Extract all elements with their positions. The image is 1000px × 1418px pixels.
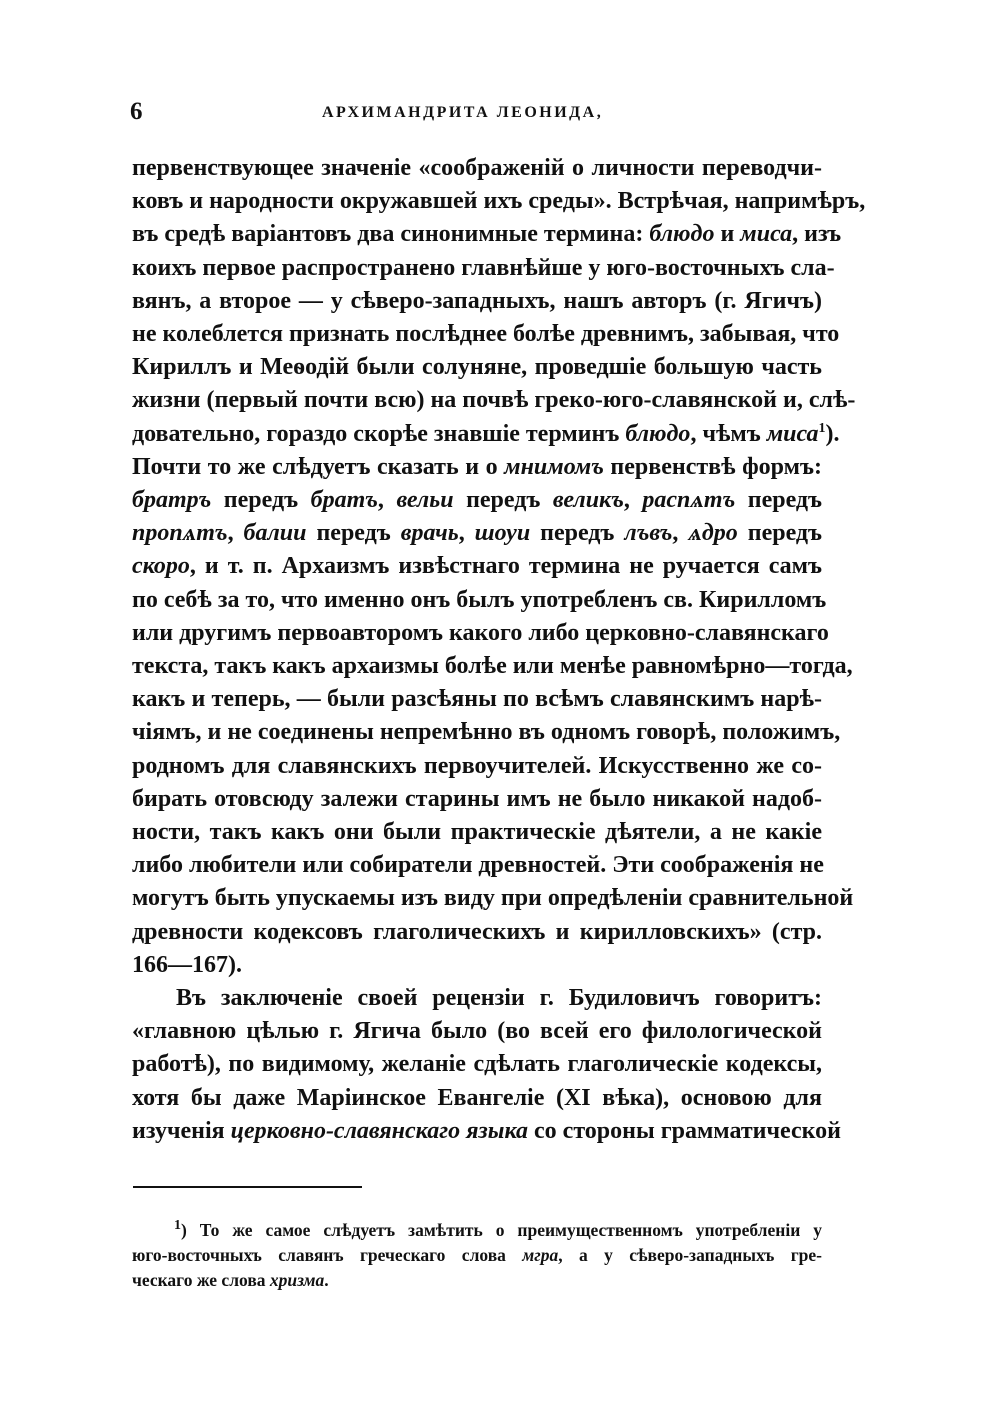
italic-term: лъвъ [624, 520, 673, 547]
italic-term: врачь [400, 520, 459, 547]
italic-term: миса [766, 420, 819, 447]
text-line: вянъ, а второе — у сѣверо-западныхъ, нашъ авторъ (г. Ягичъ) [132, 287, 822, 314]
text-line: родномъ для славянскихъ первоучителей. Искусственно же со- [132, 752, 822, 779]
italic-term: ѧдро [688, 520, 738, 547]
footnote-line: $^1$) То же самое слѣдуетъ замѣтить о преимущественномъ употребленіи у [174, 1218, 822, 1240]
text-line: Въ заключеніе своей рецензіи г. Будиловичъ говоритъ: [176, 985, 822, 1012]
text-line: пропѧтъ, балии передъ врачь, шоуи передъ лъвъ, ѧдро передъ [132, 520, 823, 547]
text-line: въ средѣ варіантовъ два синонимные термина: блюдо и миса, изъ [132, 221, 842, 248]
text-line: по себѣ за то, что именно онъ былъ употребленъ св. Кирилломъ [132, 586, 827, 613]
text-line: или другимъ первоавторомъ какого либо церковно-славянскаго [132, 619, 829, 646]
text-line: скоро, и т. п. Архаизмъ извѣстнаго термина не ручается самъ [132, 553, 822, 580]
text-line: ковъ и народности окружавшей ихъ среды». Встрѣчая, напримѣръ, [132, 188, 866, 215]
footnote-marker: 1 [174, 1218, 181, 1234]
text-line: изученія церковно-славянскаго языка со стороны грамматической [132, 1117, 841, 1144]
italic-term: миса [740, 221, 793, 248]
text-line: древности кодексовъ глаголическихъ и кирилловскихъ» (стр. [132, 918, 822, 945]
footnote-divider [133, 1186, 362, 1188]
italic-term: братръ [132, 487, 212, 514]
text-line: братръ передъ братъ, вельи передъ великъ, распѧтъ передъ [132, 487, 823, 514]
italic-term: хризма [269, 1270, 325, 1290]
footnote-line: ческаго же слова хризма. [132, 1270, 329, 1290]
text-line: первенствующее значеніе «соображеній о личности переводчи- [132, 155, 822, 181]
italic-term: скоро [132, 553, 190, 580]
italic-term: мгра [522, 1245, 559, 1265]
text-line: «главною цѣлью г. Ягича было (во всей его филологической [132, 1018, 822, 1045]
text-line: либо любители или собиратели древностей. Эти соображенія не [132, 852, 824, 879]
italic-term: великъ [552, 487, 624, 514]
main-text [132, 152, 866, 1148]
footnote-line: юго-восточныхъ славянъ греческаго слова мгра, а у сѣверо-западныхъ гре- [132, 1245, 822, 1265]
footnotes [132, 1218, 822, 1293]
text-line: довательно, гораздо скорѣе знавшіе терминъ блюдо, чѣмъ миса$^1$). [132, 420, 840, 447]
italic-term: пропѧтъ [132, 520, 228, 547]
text-line: не колеблется признать послѣднее болѣе древнимъ, забывая, что [132, 321, 840, 348]
italic-term: блюдо [625, 420, 691, 447]
italic-term: вельи [396, 487, 454, 514]
text-line: хотя бы даже Маріинское Евангеліе (XI вѣка), основою для [132, 1084, 822, 1111]
text-line: Почти то же слѣдуетъ сказать и о мнимомъ первенствѣ формъ: [132, 453, 822, 480]
footnote-marker: 1 [818, 420, 826, 436]
italic-term: распѧтъ [642, 487, 736, 514]
italic-term: мнимомъ [504, 453, 604, 480]
italic-term: братъ [310, 487, 378, 514]
text-line: коихъ первое распространено главнѣйше у юго-восточныхъ сла- [132, 254, 835, 281]
text-line: чіямъ, и не соединены непремѣнно въ одномъ говорѣ, положимъ, [132, 719, 841, 746]
italic-term: балии [243, 520, 307, 547]
text-line: Кириллъ и Меѳодій были солуняне, проведшіе большую часть [132, 354, 822, 381]
text-line: 166—167). [132, 951, 242, 978]
text-line: текста, такъ какъ архаизмы болѣе или менѣе равномѣрно—тогда, [132, 653, 853, 680]
text-line: могутъ быть упускаемы изъ виду при опредѣленіи сравнительной [132, 885, 854, 912]
text-line: какъ и теперь, — были разсѣяны по всѣмъ славянскимъ нарѣ- [132, 686, 822, 713]
italic-term: блюдо [649, 221, 715, 248]
italic-term: шоуи [474, 520, 531, 547]
text-line: бирать отовсюду залежи старины имъ не было никакой надоб- [132, 785, 822, 812]
text-line: жизни (первый почти всю) на почвѣ греко-юго-славянской и, слѣ- [132, 387, 856, 414]
italic-term: церковно-славянскаго языка [230, 1117, 529, 1144]
text-line: работѣ), по видимому, желаніе сдѣлать глаголическіе кодексы, [132, 1051, 822, 1078]
running-title: АРХИМАНДРИТА ЛЕОНИДА, [322, 104, 604, 121]
text-line: ности, такъ какъ они были практическіе дѣятели, а не какіе [132, 819, 822, 846]
page-number: 6 [130, 98, 143, 125]
